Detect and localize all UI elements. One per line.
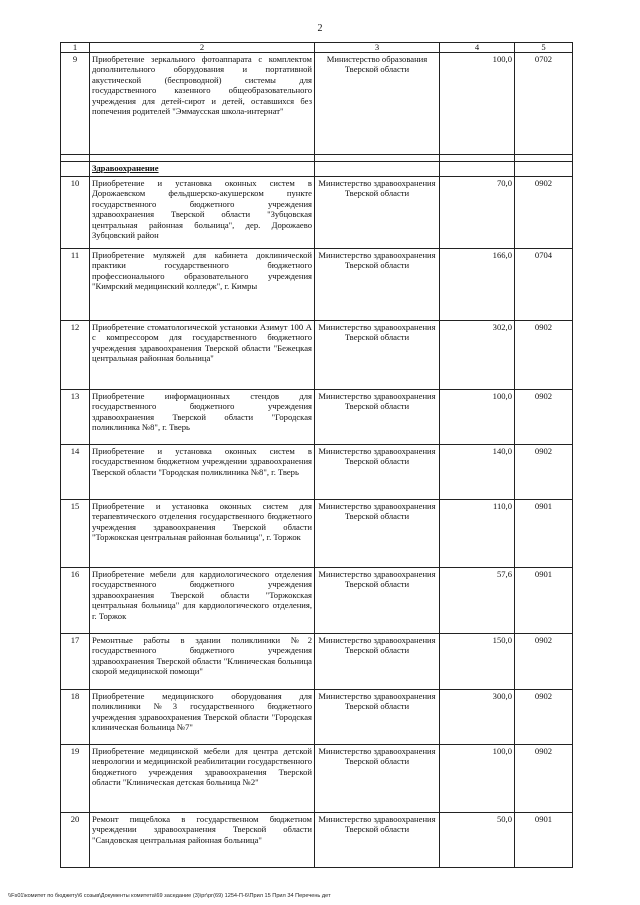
row-description: Ремонтные работы в здании поликлиники №2 государственного бюджетного учреждения здравоохранения Тверской области "Клиническая больница скорой медицинской помощи" bbox=[90, 634, 315, 690]
row-amount: 100,0 bbox=[440, 390, 515, 445]
row-number: 20 bbox=[61, 813, 90, 868]
table-header-row bbox=[61, 43, 573, 53]
row-code: 0902 bbox=[515, 321, 573, 390]
spacer-row bbox=[61, 155, 573, 162]
row-number: 10 bbox=[61, 177, 90, 249]
row-number: 19 bbox=[61, 745, 90, 813]
spacer-cell bbox=[90, 155, 315, 162]
row-number: 13 bbox=[61, 390, 90, 445]
row-ministry: Министерство здравоохранения Тверской области bbox=[315, 445, 440, 500]
row-description: Приобретение муляжей для кабинета доклинической практики государственного бюджетного профессионального образовательного учреждения "Кимрский медицинский колледж", г. Кимры bbox=[90, 249, 315, 321]
row-ministry: Министерство здравоохранения Тверской области bbox=[315, 690, 440, 745]
row-description: Ремонт пищеблока в государственном бюджетном учреждении здравоохранения Тверской области "Сандовская центральная районная больница" bbox=[90, 813, 315, 868]
row-description: Приобретение информационных стендов для государственного бюджетного учреждения здравоохранения Тверской области "Городская поликлиника №8", г. Тверь bbox=[90, 390, 315, 445]
section-num-cell bbox=[61, 162, 90, 177]
allocation-table bbox=[60, 42, 573, 868]
row-ministry: Министерство образования Тверской области bbox=[315, 53, 440, 155]
table-row bbox=[61, 500, 573, 568]
row-code: 0902 bbox=[515, 745, 573, 813]
row-amount: 57,6 bbox=[440, 568, 515, 634]
header-col-5: 5 bbox=[515, 43, 573, 53]
spacer-cell bbox=[315, 155, 440, 162]
footer-file-path: \\Fs01\комитет по бюджету\6 созыв\Документы комитета\69 заседание (3)\рг\рг(69) 1254-П-6\Прил 15 Прил 34 Перечень дет bbox=[8, 893, 331, 899]
table-row bbox=[61, 177, 573, 249]
section-empty-cell bbox=[440, 162, 515, 177]
table-row bbox=[61, 321, 573, 390]
header-col-3: 3 bbox=[315, 43, 440, 53]
table-row bbox=[61, 568, 573, 634]
table-row bbox=[61, 690, 573, 745]
row-code: 0901 bbox=[515, 813, 573, 868]
header-col-4: 4 bbox=[440, 43, 515, 53]
section-empty-cell bbox=[515, 162, 573, 177]
row-ministry: Министерство здравоохранения Тверской области bbox=[315, 390, 440, 445]
row-amount: 302,0 bbox=[440, 321, 515, 390]
row-number: 16 bbox=[61, 568, 90, 634]
row-amount: 300,0 bbox=[440, 690, 515, 745]
table-row bbox=[61, 634, 573, 690]
section-title: Здравоохранение bbox=[90, 162, 315, 177]
row-code: 0901 bbox=[515, 568, 573, 634]
row-code: 0902 bbox=[515, 690, 573, 745]
row-description: Приобретение зеркального фотоаппарата с комплектом дополнительного оборудования и портативной акустической (беспроводной) системы для государственного казенного общеобразовательного учреждения для детей-сирот и детей, оставшихся без попечения родителей "Эммаусская школа-интернат" bbox=[90, 53, 315, 155]
row-amount: 50,0 bbox=[440, 813, 515, 868]
header-col-1: 1 bbox=[61, 43, 90, 53]
row-ministry: Министерство здравоохранения Тверской области bbox=[315, 568, 440, 634]
row-code: 0704 bbox=[515, 249, 573, 321]
row-amount: 100,0 bbox=[440, 745, 515, 813]
row-description: Приобретение мебели для кардиологического отделения государственного бюджетного учреждения здравоохранения Тверской области "Торжокская центральная больница" для кардиологического отделения, г. Торжок bbox=[90, 568, 315, 634]
spacer-cell bbox=[440, 155, 515, 162]
spacer-cell bbox=[515, 155, 573, 162]
row-amount: 110,0 bbox=[440, 500, 515, 568]
row-code: 0902 bbox=[515, 177, 573, 249]
section-row bbox=[61, 162, 573, 177]
row-ministry: Министерство здравоохранения Тверской области bbox=[315, 813, 440, 868]
row-amount: 166,0 bbox=[440, 249, 515, 321]
spacer-cell bbox=[61, 155, 90, 162]
table-row bbox=[61, 745, 573, 813]
row-code: 0901 bbox=[515, 500, 573, 568]
table-row bbox=[61, 813, 573, 868]
row-description: Приобретение медицинской мебели для центра детской неврологии и медицинской реабилитации государственного бюджетного учреждения здравоохранения Тверской области "Клиническая детская больница №2" bbox=[90, 745, 315, 813]
row-amount: 100,0 bbox=[440, 53, 515, 155]
row-code: 0902 bbox=[515, 445, 573, 500]
table-row bbox=[61, 249, 573, 321]
row-ministry: Министерство здравоохранения Тверской области bbox=[315, 745, 440, 813]
page-number: 2 bbox=[317, 23, 323, 34]
row-description: Приобретение и установка оконных систем в государственном бюджетном учреждении здравоохранения Тверской области "Городская поликлиника №8", г. Тверь bbox=[90, 445, 315, 500]
section-empty-cell bbox=[315, 162, 440, 177]
row-description: Приобретение и установка оконных систем для терапевтического отделения государственного бюджетного учреждения здравоохранения Тверской области "Торжокская центральная районная больница", г. Торжок bbox=[90, 500, 315, 568]
table-row bbox=[61, 53, 573, 155]
row-amount: 140,0 bbox=[440, 445, 515, 500]
table-row bbox=[61, 390, 573, 445]
row-ministry: Министерство здравоохранения Тверской области bbox=[315, 634, 440, 690]
row-ministry: Министерство здравоохранения Тверской области bbox=[315, 321, 440, 390]
row-code: 0902 bbox=[515, 390, 573, 445]
row-number: 9 bbox=[61, 53, 90, 155]
row-ministry: Министерство здравоохранения Тверской области bbox=[315, 177, 440, 249]
row-number: 15 bbox=[61, 500, 90, 568]
row-description: Приобретение стоматологической установки Азимут 100 А с компрессором для государственного бюджетного учреждения здравоохранения Тверской области "Бежецкая центральная районная больница" bbox=[90, 321, 315, 390]
row-number: 18 bbox=[61, 690, 90, 745]
row-number: 14 bbox=[61, 445, 90, 500]
row-amount: 150,0 bbox=[440, 634, 515, 690]
row-amount: 70,0 bbox=[440, 177, 515, 249]
table-row bbox=[61, 445, 573, 500]
row-code: 0702 bbox=[515, 53, 573, 155]
row-description: Приобретение и установка оконных систем в Дорожаевском фельдшерско-акушерском пункте государственного бюджетного учреждения здравоохранения Тверской области "Зубцовская центральная районная больница", дер. Дорожаево Зубцовский район bbox=[90, 177, 315, 249]
row-description: Приобретение медицинского оборудования для поликлиники №3 государственного бюджетного учреждения здравоохранения Тверской области "Городская клиническая больница №7" bbox=[90, 690, 315, 745]
header-col-2: 2 bbox=[90, 43, 315, 53]
row-ministry: Министерство здравоохранения Тверской области bbox=[315, 500, 440, 568]
row-ministry: Министерство здравоохранения Тверской области bbox=[315, 249, 440, 321]
row-number: 17 bbox=[61, 634, 90, 690]
row-code: 0902 bbox=[515, 634, 573, 690]
row-number: 12 bbox=[61, 321, 90, 390]
row-number: 11 bbox=[61, 249, 90, 321]
